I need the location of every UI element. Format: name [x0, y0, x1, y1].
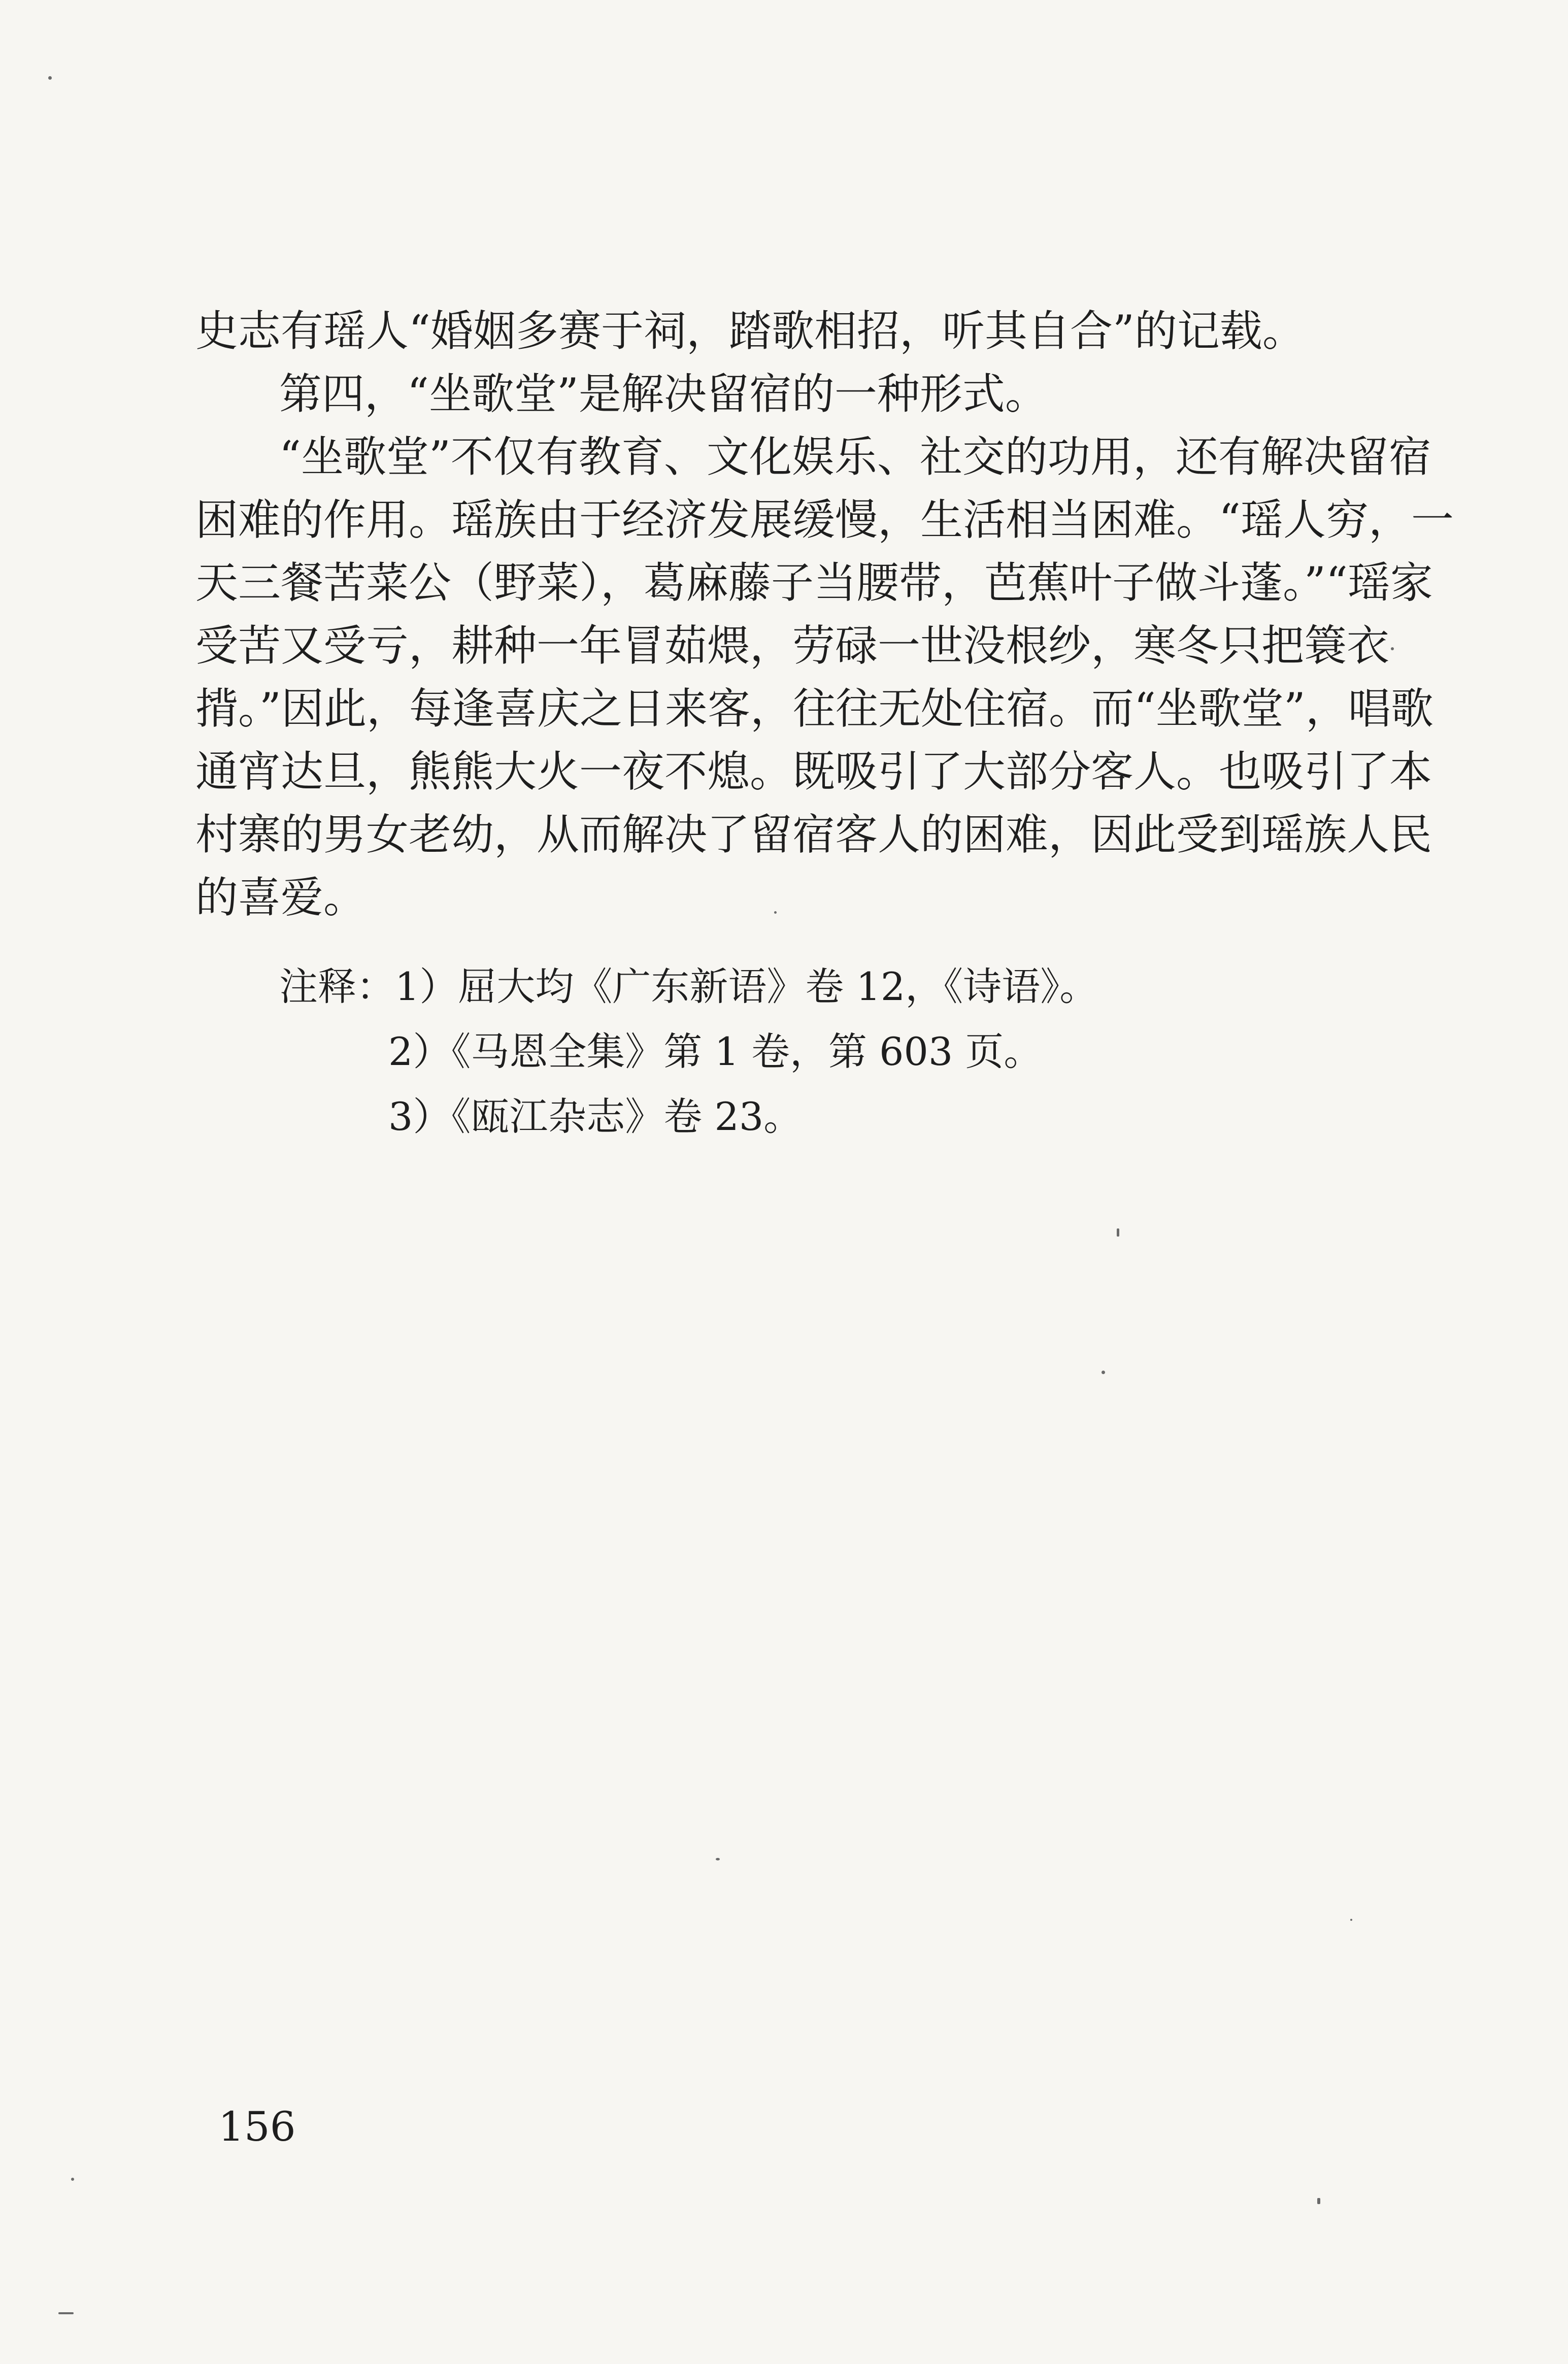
body-line: 村寨的男女老幼，从而解决了留宿客人的困难，因此受到瑶族人民 [195, 810, 1432, 859]
body-line: “坐歌堂”不仅有教育、文化娱乐、社交的功用，还有解决留宿 [279, 432, 1431, 482]
scan-speck [1117, 1228, 1119, 1237]
scan-speck [71, 2178, 74, 2181]
scan-speck [1317, 2198, 1320, 2204]
body-line: 天三餐苦菜公（野菜），葛麻藤子当腰带，芭蕉叶子做斗蓬。”“瑶家 [195, 558, 1433, 608]
scan-speck [1102, 1371, 1105, 1374]
body-line: 史志有瑶人“婚姻多赛于祠，踏歌相招，听其自合”的记载。 [195, 306, 1305, 356]
notes [279, 954, 1345, 1149]
body-line: 通宵达旦，熊熊大火一夜不熄。既吸引了大部分客人。也吸引了本 [195, 747, 1432, 796]
body-line: 揹。”因此，每逢喜庆之日来客，往往无处住宿。而“坐歌堂”，唱歌 [195, 684, 1433, 734]
note-line: 注释：1）屈大均《广东新语》卷 12，《诗语》。 [279, 964, 1098, 1009]
body-text [195, 299, 1454, 929]
body-line: 受苦又受亏，耕种一年冒茹煨，劳碌一世没根纱，寒冬只把簑衣 [195, 621, 1390, 671]
scan-speck [1391, 647, 1394, 650]
note-line: 3）《瓯江杂志》卷 23。 [388, 1094, 803, 1139]
scan-speck [1350, 1919, 1352, 1921]
scan-speck [716, 1858, 720, 1860]
body-line: 的喜爱。 [195, 873, 366, 922]
scan-speck [58, 2312, 74, 2314]
note-line: 2）《马恩全集》第 1 卷，第 603 页。 [388, 1029, 1043, 1074]
scan-speck [774, 911, 777, 914]
scan-speck [48, 76, 52, 80]
body-line: 困难的作用。瑶族由于经济发展缓慢，生活相当困难。“瑶人穷，一 [195, 495, 1454, 545]
body-line: 第四，“坐歌堂”是解决留宿的一种形式。 [279, 369, 1048, 419]
page-number: 156 [218, 2103, 296, 2150]
